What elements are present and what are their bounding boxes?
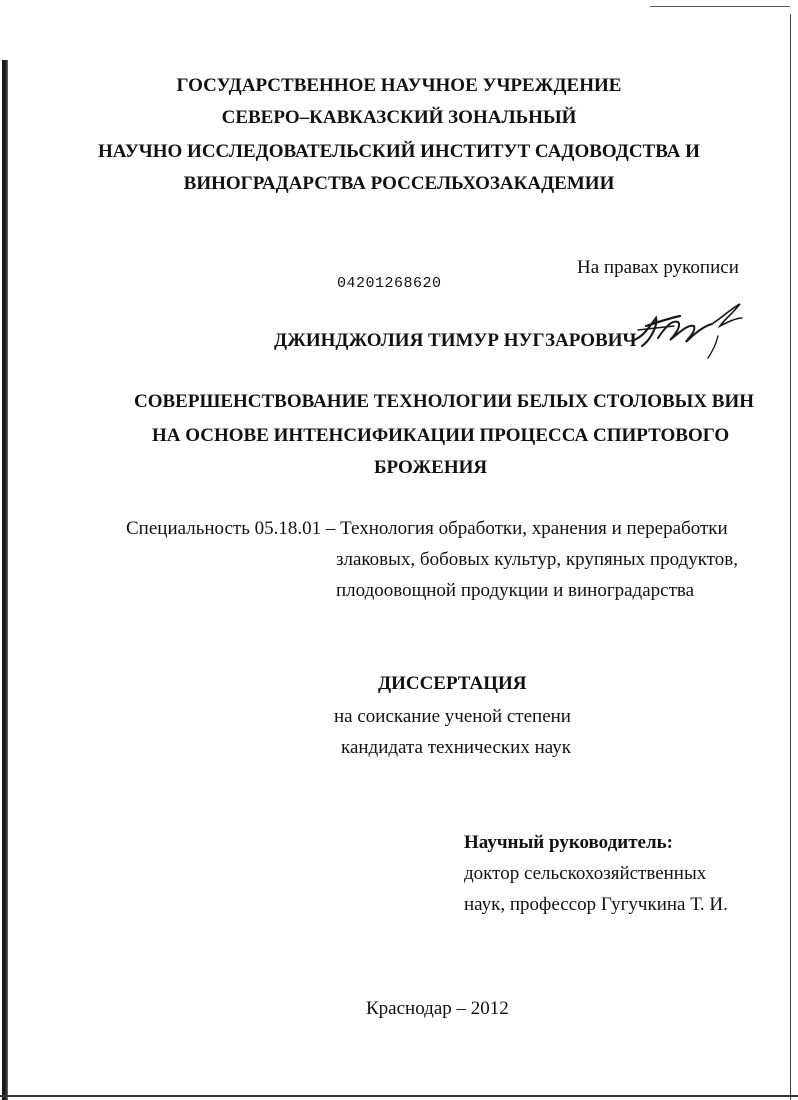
scan-bottom-edge [0, 1095, 798, 1097]
scan-left-edge [2, 60, 8, 1100]
specialty-line: злаковых, бобовых культур, крупяных продуктов, [336, 549, 738, 570]
degree-line: на соискание ученой степени [334, 706, 571, 727]
title-line: НА ОСНОВЕ ИНТЕНСИФИКАЦИИ ПРОЦЕССА СПИРТОВОГО [152, 425, 730, 446]
institution-line: ВИНОГРАДАРСТВА РОССЕЛЬХОЗАКАДЕМИИ [183, 173, 615, 194]
place-year: Краснодар – 2012 [366, 998, 509, 1019]
scan-top-mark [650, 6, 790, 7]
registration-number: 04201268620 [337, 275, 442, 292]
supervisor-line: наук, профессор Гугучкина Т. И. [464, 894, 728, 915]
institution-line: НАУЧНО ИССЛЕДОВАТЕЛЬСКИЙ ИНСТИТУТ САДОВОДСТВА И [98, 141, 700, 162]
institution-line: ГОСУДАРСТВЕННОЕ НАУЧНОЕ УЧРЕЖДЕНИЕ [176, 75, 622, 96]
specialty-line: Специальность 05.18.01 – Технология обработки, хранения и переработки [126, 518, 728, 539]
document-type: ДИССЕРТАЦИЯ [378, 673, 527, 694]
author-name: ДЖИНДЖОЛИЯ ТИМУР НУГЗАРОВИЧ [274, 330, 637, 351]
degree-line: кандидата технических наук [341, 737, 571, 758]
title-line: СОВЕРШЕНСТВОВАНИЕ ТЕХНОЛОГИИ БЕЛЫХ СТОЛОВЫХ ВИН [134, 391, 755, 412]
supervisor-heading: Научный руководитель: [464, 832, 673, 853]
supervisor-line: доктор сельскохозяйственных [464, 863, 707, 884]
title-line: БРОЖЕНИЯ [374, 457, 488, 478]
institution-line: СЕВЕРО–КАВКАЗСКИЙ ЗОНАЛЬНЫЙ [221, 107, 577, 128]
author-signature [628, 296, 744, 360]
manuscript-note: На правах рукописи [577, 257, 739, 278]
specialty-line: плодоовощной продукции и виноградарства [336, 580, 695, 601]
